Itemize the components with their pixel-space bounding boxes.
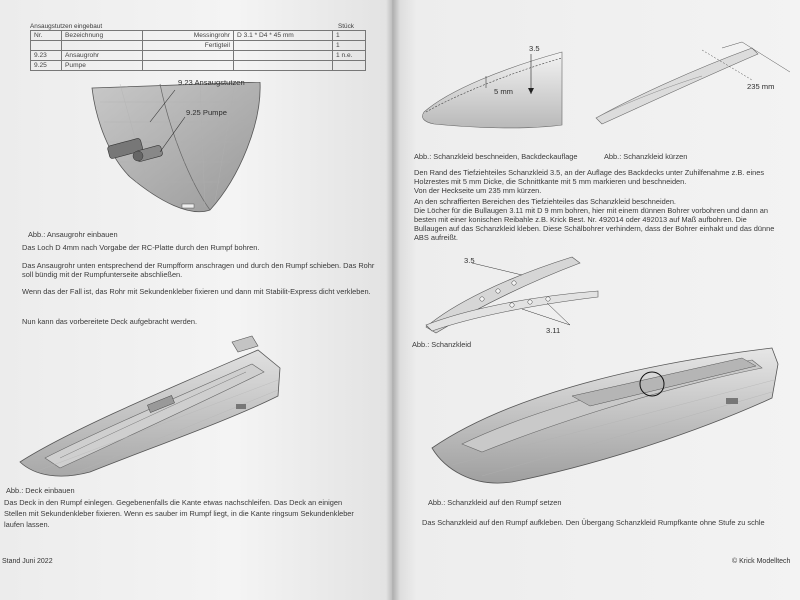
coaming-part-lower-illustration: [422, 285, 602, 335]
paragraph: Den Rand des Tiefziehteiles Schanzkleid 3.5, an der Auflage des Backdecks unter Zuhilfenahme z.B. eines: [414, 168, 765, 177]
footer-copyright: © Krick Modelltech: [732, 558, 791, 565]
label-3-11: 3.11: [546, 326, 561, 335]
table-cell: [333, 61, 366, 71]
table-cell: Bezeichnung: [62, 31, 143, 41]
caption-schanzkleid-aufsetzen: Abb.: Schanzkleid auf den Rumpf setzen: [428, 498, 562, 507]
label-235mm: 235 mm: [747, 82, 775, 91]
table-cell: Fertigteil: [143, 41, 234, 51]
table-cell: Nr.: [31, 31, 62, 41]
table-cell: [234, 41, 333, 51]
paragraph: besten mit einer konischen Reibahle z.B. Krick Best. Nr. 492014 oder 492013 auf Maß aufbohren. Die: [414, 215, 747, 224]
table-cell: [62, 41, 143, 51]
table-cell: 1: [333, 41, 366, 51]
table-top-caption: Ansaugstutzen eingebaut: [30, 23, 103, 30]
footer-date: Stand Juni 2022: [2, 558, 53, 565]
table-cell: 9.23: [31, 51, 62, 61]
table-cell: [143, 51, 234, 61]
paragraph: Das Schanzkleid auf den Rumpf aufkleben. Den Übergang Schanzkleid Rumpfkante ohne Stufe zu schle: [422, 518, 765, 527]
coaming-on-hull-illustration: [422, 340, 797, 490]
table-cell: 1: [333, 31, 366, 41]
label-pumpe: 9.25 Pumpe: [186, 108, 227, 117]
paragraph: Wenn das der Fall ist, das Rohr mit Sekundenkleber fixieren und dann mit Stabilit-Express dicht verkleben.: [22, 287, 371, 296]
label-3-5-top: 3.5: [529, 44, 540, 53]
paragraph: soll bündig mit der Rumpfunterseite abschließen.: [22, 270, 183, 279]
caption-schanzkleid: Abb.: Schanzkleid: [412, 340, 472, 349]
table-cell: 1 n.e.: [333, 51, 366, 61]
table-cell: D 3.1 * D4 * 45 mm: [234, 31, 333, 41]
paragraph: Holzrestes mit 5 mm Dicke, die Schnittkante mit 5 mm markieren und beschneiden.: [414, 177, 687, 186]
table-row: [31, 51, 366, 61]
label-ansaugstutzen: 9.23 Ansaugstutzen: [178, 78, 245, 87]
label-5mm: 5 mm: [494, 87, 513, 96]
table-cell: 9.25: [31, 61, 62, 71]
bow-cut-illustration: [414, 40, 564, 140]
paragraph: Stellen mit Sekundenkleber fixieren. Wenn es sauber im Rumpf liegt, in die Kante ringsum Sekundenkleber: [4, 509, 354, 518]
paragraph: Nun kann das vorbereitete Deck aufgebracht werden.: [22, 317, 198, 326]
left-page: [0, 0, 392, 600]
table-row: [31, 61, 366, 71]
paragraph: laufen lassen.: [4, 520, 50, 529]
table-cell: [31, 41, 62, 51]
paragraph: Das Loch D 4mm nach Vorgabe der RC-Platte durch den Rumpf bohren.: [22, 243, 260, 252]
parts-table: [30, 30, 366, 71]
table-top-note: Stück: [338, 23, 354, 30]
caption-deck: Abb.: Deck einbauen: [6, 486, 75, 495]
paragraph: Bullaugen auf das Schanzkleid kleben. Diese Schälbohrer verhindern, dass der Bohrer einhakt und das dünne: [414, 224, 775, 233]
caption-schanzkleid-kuerzen: Abb.: Schanzkleid kürzen: [604, 152, 688, 161]
table-cell: [234, 61, 333, 71]
table-row: [31, 31, 366, 41]
hull-pump-illustration: [90, 82, 280, 222]
paragraph: Von der Heckseite um 235 mm kürzen.: [414, 186, 542, 195]
table-cell: [234, 51, 333, 61]
paragraph: ABS aufreißt.: [414, 233, 458, 242]
right-page: [392, 0, 800, 600]
table-cell: [143, 61, 234, 71]
table-row: [31, 41, 366, 51]
table-cell: Ansaugrohr: [62, 51, 143, 61]
deck-illustration: [0, 330, 300, 480]
table-cell: Pumpe: [62, 61, 143, 71]
caption-schanzkleid-beschneiden: Abb.: Schanzkleid beschneiden, Backdeckauflage: [414, 152, 578, 161]
paragraph: Das Ansaugrohr unten entsprechend der Rumpfform anschragen und durch den Rumpf schieben. Das Rohr: [22, 261, 375, 270]
caption-ansaugrohr: Abb.: Ansaugrohr einbauen: [28, 230, 118, 239]
table-cell: Messingrohr: [143, 31, 234, 41]
paragraph: Das Deck in den Rumpf einlegen. Gegebenenfalls die Kante etwas nachschleifen. Das Deck an einigen: [4, 498, 343, 507]
label-3-5-mid: 3.5: [464, 256, 475, 265]
book-spine: [386, 0, 400, 600]
paragraph: Die Löcher für die Bullaugen 3.11 mit D 9 mm bohren, hier mit einem dünnen Bohrer vorbohren und dann an: [414, 206, 768, 215]
paragraph: An den schraffierten Bereichen des Tiefziehteiles das Schanzkleid beschneiden.: [414, 197, 676, 206]
